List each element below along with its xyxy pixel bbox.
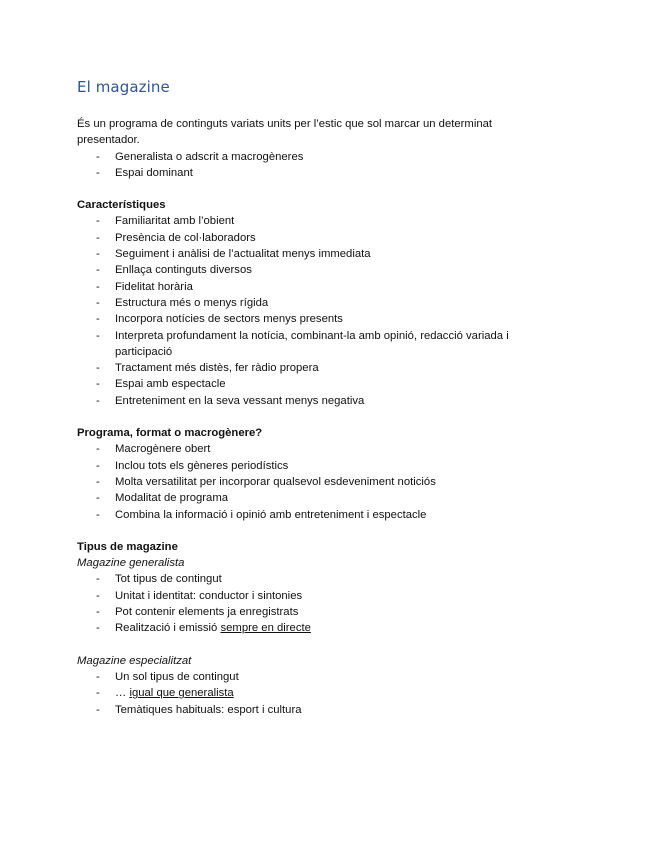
list-item: - Espai dominant	[77, 165, 547, 181]
programa-list	[77, 441, 547, 522]
dash-bullet: -	[96, 475, 100, 488]
list-item: - Tractament més distès, fer ràdio propera	[77, 360, 547, 376]
dash-bullet: -	[96, 606, 100, 619]
section-heading-caracteristiques: Característiques	[77, 199, 166, 212]
dash-bullet: -	[96, 394, 100, 407]
dash-bullet: -	[96, 443, 100, 456]
list-item: - Modalitat de programa	[77, 490, 547, 506]
dash-bullet: -	[96, 296, 100, 309]
section-heading-tipus: Tipus de magazine	[77, 540, 178, 553]
dash-bullet: -	[96, 280, 100, 293]
subheading-especialitzat: Magazine especialitzat	[77, 654, 192, 667]
list-item: - Fidelitat horària	[77, 279, 547, 295]
especialitzat-list	[77, 669, 547, 718]
dash-bullet: -	[96, 231, 100, 244]
list-item: - Incorpora notícies de sectors menys presents	[77, 311, 547, 327]
list-item: - Generalista o adscrit a macrogèneres	[77, 149, 547, 165]
dash-bullet: -	[96, 166, 100, 179]
dash-bullet: -	[96, 362, 100, 375]
underlined-text: igual que generalista	[129, 687, 234, 700]
dash-bullet: -	[96, 264, 100, 277]
list-item: - Realització i emissió sempre en directe	[77, 620, 547, 636]
list-item: - Espai amb espectacle	[77, 376, 547, 392]
dash-bullet: -	[96, 589, 100, 602]
list-item: - Estructura més o menys rígida	[77, 295, 547, 311]
list-item: - Temàtiques habituals: esport i cultura	[77, 702, 547, 718]
dash-bullet: -	[96, 670, 100, 683]
generalista-list	[77, 571, 547, 636]
dash-bullet: -	[96, 150, 100, 163]
list-item: - Tot tipus de contingut	[77, 571, 547, 587]
list-item: - Enllaça continguts diversos	[77, 262, 547, 278]
page-title: El magazine	[77, 78, 170, 96]
dash-bullet: -	[96, 573, 100, 586]
document-body	[77, 116, 547, 718]
dash-bullet: -	[96, 215, 100, 228]
list-item: - Pot contenir elements ja enregistrats	[77, 604, 547, 620]
caracteristiques-list	[77, 213, 547, 409]
dash-bullet: -	[96, 492, 100, 505]
list-item: - Inclou tots els gèneres periodístics	[77, 458, 547, 474]
list-item: - Seguiment i anàlisi de l’actualitat menys immediata	[77, 246, 547, 262]
section-heading-programa: Programa, format o macrogènere?	[77, 427, 263, 440]
list-item: - Familiaritat amb l’obient	[77, 213, 547, 229]
dash-bullet: -	[96, 508, 100, 521]
dash-bullet: -	[96, 703, 100, 716]
dash-bullet: -	[96, 622, 100, 635]
subheading-generalista: Magazine generalista	[77, 557, 185, 570]
dash-bullet: -	[96, 313, 100, 326]
list-item: - … igual que generalista	[77, 685, 547, 701]
dash-bullet: -	[96, 329, 100, 342]
intro-list	[77, 149, 547, 182]
list-item: - Interpreta profundament la notícia, combinant-la amb opinió, redacció variada i participació	[96, 329, 509, 358]
list-item: - Unitat i identitat: conductor i sintonies	[77, 588, 547, 604]
intro-paragraph: És un programa de continguts variats units per l’estic que sol marcar un determinat presentador.	[77, 118, 493, 147]
list-item: - Presència de col·laboradors	[77, 230, 547, 246]
dash-bullet: -	[96, 248, 100, 261]
list-item: - Un sol tipus de contingut	[77, 669, 547, 685]
dash-bullet: -	[96, 687, 100, 700]
list-item: - Entreteniment en la seva vessant menys negativa	[77, 393, 547, 409]
underlined-text: sempre en directe	[220, 622, 311, 635]
list-item: - Combina la informació i opinió amb entreteniment i espectacle	[77, 507, 547, 523]
list-item: - Molta versatilitat per incorporar qualsevol esdeveniment noticiós	[77, 474, 547, 490]
dash-bullet: -	[96, 459, 100, 472]
dash-bullet: -	[96, 378, 100, 391]
list-item: - Macrogènere obert	[77, 441, 547, 457]
